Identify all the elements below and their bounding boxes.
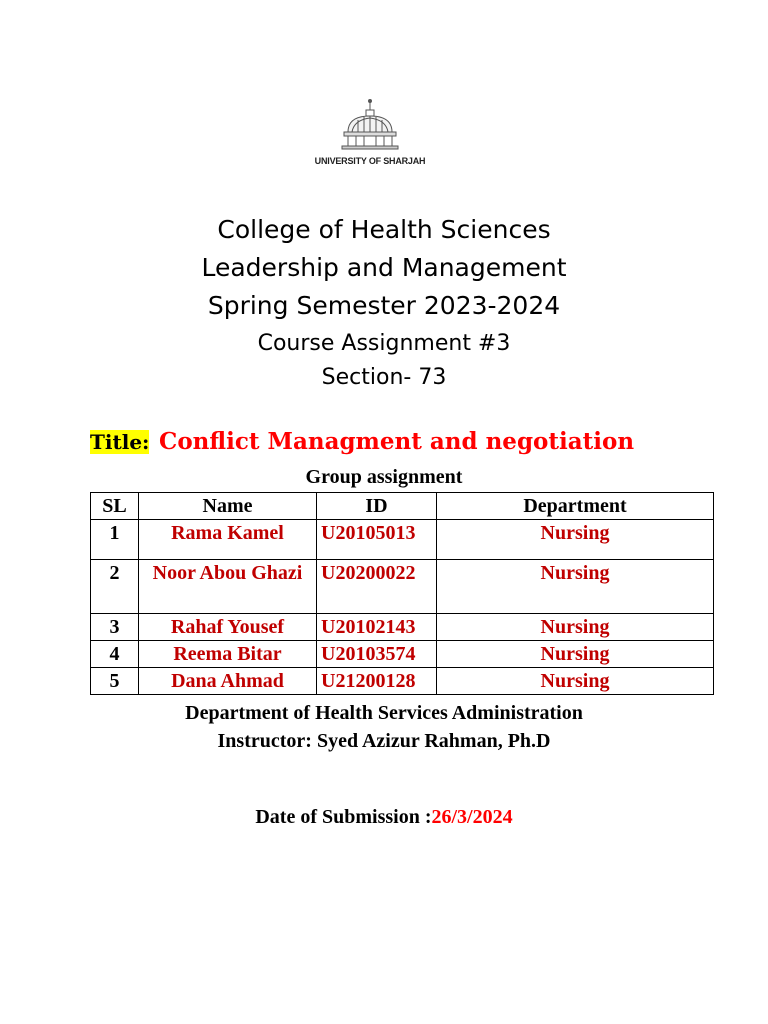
date-label: Date of Submission : bbox=[255, 806, 432, 828]
header-name: Name bbox=[139, 493, 317, 520]
title-text: Conflict Managment and negotiation bbox=[159, 428, 635, 455]
row-id: U20105013 bbox=[317, 520, 437, 560]
row-sl: 1 bbox=[91, 520, 139, 560]
university-logo bbox=[300, 98, 440, 182]
row-name: Rama Kamel bbox=[139, 520, 317, 560]
table-row bbox=[91, 614, 714, 641]
assignment-heading: Course Assignment #3 bbox=[257, 331, 511, 356]
table-row bbox=[91, 560, 714, 614]
dome-icon bbox=[300, 98, 440, 154]
semester-heading: Spring Semester 2023-2024 bbox=[207, 291, 561, 320]
university-name: UNIVERSITY OF SHARJAH bbox=[314, 156, 426, 166]
row-sl: 4 bbox=[91, 641, 139, 668]
table-header-row bbox=[91, 493, 714, 520]
table-row bbox=[91, 668, 714, 695]
members-table bbox=[90, 492, 714, 695]
header-department: Department bbox=[437, 493, 714, 520]
header-sl: SL bbox=[91, 493, 139, 520]
row-id: U20200022 bbox=[317, 560, 437, 614]
group-assignment-label: Group assignment bbox=[305, 466, 463, 488]
course-heading: Leadership and Management bbox=[201, 253, 567, 282]
row-name: Noor Abou Ghazi bbox=[139, 560, 317, 614]
row-department: Nursing bbox=[437, 614, 714, 641]
table-row bbox=[91, 641, 714, 668]
title-label: Title: bbox=[90, 430, 150, 454]
row-id: U21200128 bbox=[317, 668, 437, 695]
row-id: U20103574 bbox=[317, 641, 437, 668]
instructor-line: Instructor: Syed Azizur Rahman, Ph.D bbox=[217, 730, 551, 752]
date-value: 26/3/2024 bbox=[431, 806, 513, 828]
title-row bbox=[90, 428, 634, 455]
row-department: Nursing bbox=[437, 560, 714, 614]
row-name: Rahaf Yousef bbox=[139, 614, 317, 641]
row-name: Reema Bitar bbox=[139, 641, 317, 668]
row-department: Nursing bbox=[437, 520, 714, 560]
college-heading: College of Health Sciences bbox=[217, 215, 551, 244]
row-name: Dana Ahmad bbox=[139, 668, 317, 695]
row-id: U20102143 bbox=[317, 614, 437, 641]
department-line: Department of Health Services Administration bbox=[185, 702, 583, 724]
row-department: Nursing bbox=[437, 668, 714, 695]
row-sl: 3 bbox=[91, 614, 139, 641]
row-sl: 5 bbox=[91, 668, 139, 695]
section-heading: Section- 73 bbox=[321, 365, 447, 390]
submission-date bbox=[0, 806, 768, 829]
table-row bbox=[91, 520, 714, 560]
header-id: ID bbox=[317, 493, 437, 520]
row-sl: 2 bbox=[91, 560, 139, 614]
row-department: Nursing bbox=[437, 641, 714, 668]
